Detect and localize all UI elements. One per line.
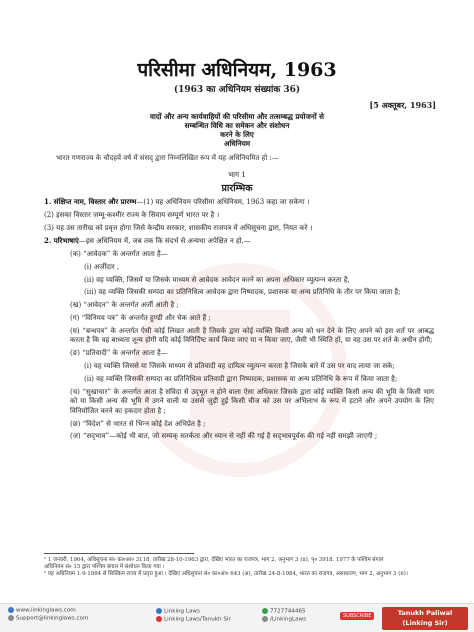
clause-a-ii: (ii) वह व्‍यक्‍ति, जिसमें या जिसके माध्‍यम से आवेदक आवेदन करने का अपना अधिकार व्‍युत्‍पन्‍न करता है, [84,275,350,284]
enacting-clause: भारत गणराज्‍य के चौदहवें वर्ष में संसद्‌ द्वारा निम्‍नलिखित रूप में यह अधिनियमित हो :— [56,154,279,162]
footnote-line: ² यह अधिनियम 1-9-1984 से सिक्‍किम राज्‍य में प्रवृत्त हुआ । देखिए अधिसूचना सं० का०आ० 643 (अ), तारीख 24-8-1984, भारत का राजपत्र, असाधारण, भाग 2, अनुभाग 3 (ii)। [44,571,408,577]
section-2-heading: 2. परिभाषाएं [44,236,79,246]
chapter-heading: प्रारम्भिक [221,183,253,194]
act-body [44,197,434,445]
clause-e-ii: (ii) वह व्‍यक्‍ति जिसकी सम्‍पदा का प्रतिनिधित्‍व प्रतिवादी द्वारा निष्पादक, प्रशासक या अन्‍य प्रतिनिधि के रूप में किया जाता है; [84,374,398,383]
part-heading: भाग 1 [228,170,246,179]
clause-a-iii: (iii) वह व्‍यक्‍ति जिसकी सम्‍पदा का प्रतिनिधित्‍व आवेदक द्वारा निष्पादक, प्रशासक या अन्‍य प्रतिनिधि के तौर पर किया जाता है; [84,288,401,297]
clause-a: (क) “आवेदक” के अन्‍तर्गत आता है— [70,250,168,259]
footer-bar [0,603,474,632]
act-date: [5 अक्तूबर, 1963] [369,100,436,110]
clause-c: (ग) “विनिमय पत्र” के अन्‍तर्गत हुण्‍डी और चेक आते हैं ; [70,314,211,323]
footnote-divider [44,553,194,554]
brand-subtitle: (Linking Sir) [402,619,448,627]
footer-phone[interactable]: 7727744465 [262,608,306,616]
youtube-icon [156,616,162,622]
footer-brand-short[interactable]: Linking Laws [156,608,231,616]
footnotes [44,557,434,578]
long-title [60,112,414,148]
act-title: परिसीमा अधिनियम, 1963 [137,59,337,81]
clause-d: (घ) “बन्‍धपत्र” के अन्‍तर्गत ऐसी कोई लिखत आती है जिसके द्वारा कोई व्‍यक्‍ति किसी अन्‍य को धन देने के लिए अपने को इस शर्त पर आबद्ध करता है कि वह बाध्‍यता शून्‍य होगी यदि कोई विनिर्दिष्‍ट कार्य किया जाए या न किया जाए, जैसी भी स्‍थिति हो, या वह उस पर शर्त के अधीन होगी; [70,326,434,345]
section-1-2: (2) इसका विस्‍तार जम्‍मू-कश्‍मीर राज्‍य के सिवाय सम्‍पूर्ण भारत पर है । [44,210,220,219]
footer-handle[interactable]: /LinkingLaws [262,616,306,624]
brand-badge[interactable] [382,607,468,630]
clause-h: (ज) “सद्‌भाव”—कोई भी बात, जो सम्‍यक्‌ सतर्कता और ध्‍यान से नहीं की गई है सद्‌भावपूर्वक की गई नहीं समझी जाएगी ; [70,432,378,441]
whatsapp-icon [262,608,268,614]
clause-e-i: (i) वह व्‍यक्‍ति जिससे या जिसके माध्‍यम से प्रतिवादी वह दायित्‍व व्‍युत्‍पन्‍न करता है जिसके बारे में उस पर वाद लाया जा सके; [84,361,395,370]
section-2-intro [44,236,434,247]
subscribe-button[interactable]: SUBSCRIBE [340,612,374,620]
footer-email[interactable]: Support@linkinglaws.com [8,615,88,623]
section-1-3: (3) यह उस तारीख को प्रवृत्त होगा जिसे केन्‍द्रीय सरकार, शासकीय राजपत्र में अधिसूचना द्वारा, नियत करे । [44,223,313,232]
footer-social-handle[interactable]: Linking Laws/Tanukh Sir [156,616,231,624]
mail-icon [8,615,14,621]
clause-b: (ख) “आवेदन” के अन्‍तर्गत अर्जी आती है ; [70,301,179,310]
footnote-line: अधिनियम सं० 15 द्वारा पश्‍चिम बंगाल में संशोधन किया गया । [44,564,165,570]
clause-f: (च) “सुखाचार” के अन्‍तर्गत आता है संविदा से उद्‌भूत न होने वाला ऐसा अधिकार जिसके द्वारा कोई व्‍यक्‍ति किसी अन्‍य की भूमि के किसी भाग को या किसी अन्‍य की भूमि में उगने वाली या उससे जुड़ी हुई किसी चीज को उस पर अभिलाभ के रूप में हटाने और अपने उपयोग के लिए विनियोजित करने का हकदार होता है ; [70,387,434,415]
brand-name: Tanukh Paliwal [397,609,453,617]
footer-phone-block [262,608,306,624]
facebook-icon [156,608,162,614]
long-title-line: अधिनियम [223,139,251,148]
section-2-intro-text: —इस अधिनियम में, जब तक कि संदर्भ से अन्‍यथा अपेक्षित न हो,— [78,237,251,246]
act-number: (1963 का अधिनियम संख्यांक 36) [173,85,301,95]
footer-web[interactable]: www.linkinglaws.com [8,607,88,615]
section-1-1 [44,197,434,208]
footer-social [156,608,231,624]
clause-a-i: (i) अर्जीदार , [84,262,120,271]
long-title-line: सम्‍बन्‍धित विधि का समेकन और संशोधन [184,121,290,130]
footer-contact [8,607,88,623]
globe-icon [8,607,14,613]
section-1-1-text: —(1) यह अधिनियम परिसीमा अधिनियम, 1963 कहा जा सकेगा । [136,198,310,206]
long-title-line: वादों और अन्य कार्यवाहियों की परिसीमा और तत्‍सम्‍बद्ध प्रयोजनों से [149,112,325,121]
clause-e: (ङ) “प्रतिवादी” के अन्‍तर्गत आता है— [70,349,168,358]
telegram-icon [262,616,268,622]
footnote-line: ¹ 1 जनवरी, 1964, अधिसूचना सं० का०आ० 3118, तारीख 28-10-1963 द्वारा, देखिए भारत का राजपत्र, भाग 2, अनुभाग 3 (ii), पृ० 3918. 1977 के पश्‍चिम बंगाल [44,557,384,563]
section-1-heading: 1. संक्षिप्‍त नाम, विस्‍तार और प्रारम्‍भ [44,197,137,206]
clause-g: (छ) “विदेश” से भारत से भिन्‍न कोई देश अभिप्रेत है ; [70,419,206,428]
long-title-line: करने के लिए [220,130,254,139]
